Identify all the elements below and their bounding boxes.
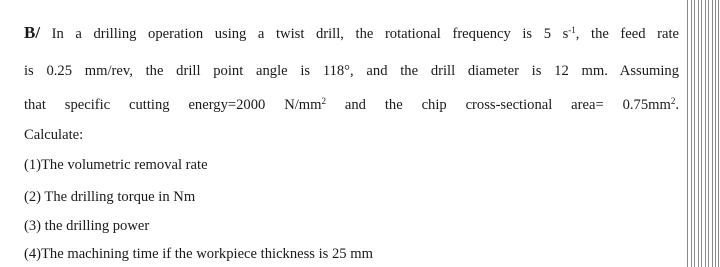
energy-unit-exponent: 2: [321, 96, 326, 106]
question-item-2: (2) The drilling torque in Nm: [24, 189, 196, 205]
problem-line-1-text: In a drilling operation using a twist drill, the rotational frequency is 5 s: [51, 26, 569, 42]
problem-line-2: [24, 62, 679, 80]
question-item-3: (3) the drilling power: [24, 218, 150, 234]
problem-line-1: [24, 24, 679, 43]
page-edge-lines: [684, 0, 720, 267]
problem-line-3-text-a: that specific cutting energy=2000 N/mm: [24, 97, 322, 113]
question-item-1: (1)The volumetric removal rate: [24, 157, 208, 173]
calculate-label: Calculate:: [24, 127, 84, 143]
question-item-4: (4)The machining time if the workpiece thickness is 25 mm: [24, 246, 373, 262]
problem-line-1-tail: , the feed rate: [575, 26, 680, 42]
problem-line-3-text-b: and the chip cross-sectional area= 0.75mm: [326, 97, 671, 113]
problem-line-3-tail: .: [675, 97, 679, 113]
frequency-exponent: -1: [568, 25, 576, 35]
problem-line-2-text: is 0.25 mm/rev, the drill point angle is 118°, and the drill diameter is 12 mm. Assuming: [24, 63, 679, 79]
area-unit-exponent: 2: [670, 96, 676, 106]
problem-line-3: [24, 96, 679, 114]
problem-label: B/: [24, 23, 41, 42]
